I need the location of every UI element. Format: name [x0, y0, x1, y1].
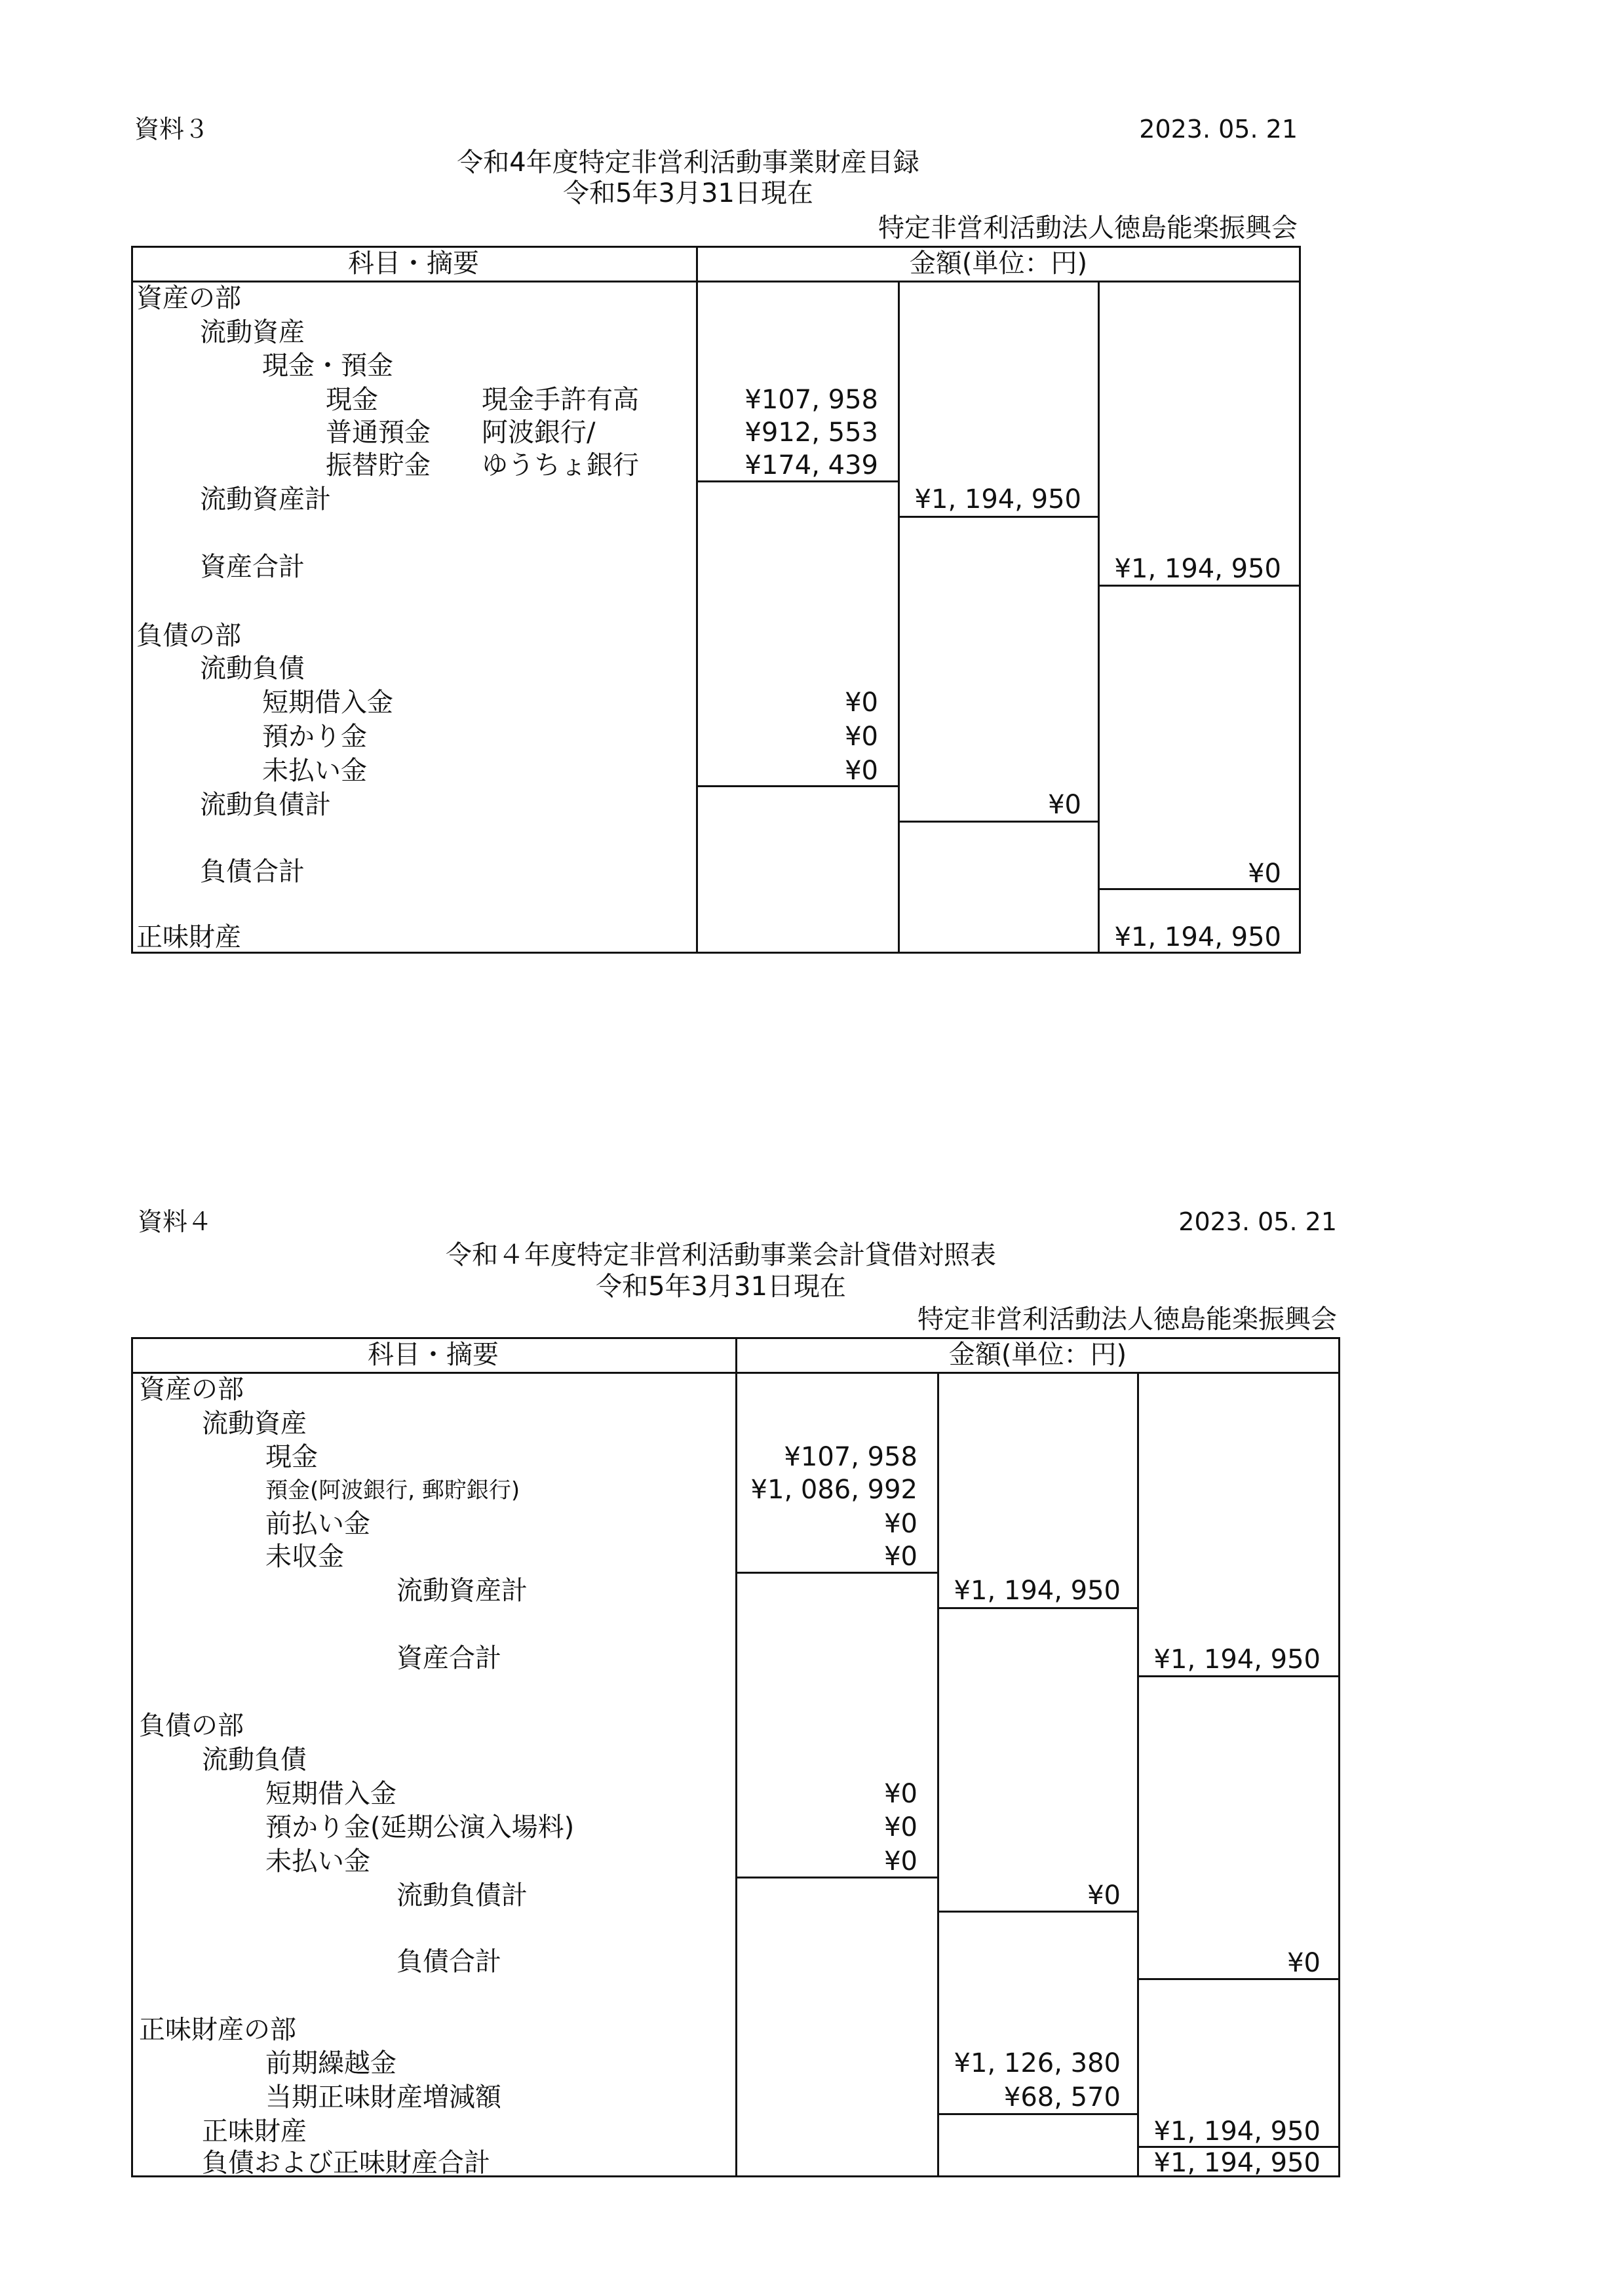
doc3-cash: 現金	[326, 385, 378, 415]
doc4-header-amount: 金額(単位：円)	[948, 1340, 1127, 1370]
doc3-col-divider	[696, 246, 698, 954]
doc3-unpaid-amount: ¥0	[845, 756, 878, 786]
doc4-cash-amount: ¥107, 958	[784, 1442, 917, 1472]
doc3-savings: 普通預金	[326, 418, 431, 448]
doc3-cash-desc: 現金手許有高	[482, 385, 639, 415]
doc3-transfer-amount: ¥174, 439	[744, 450, 878, 480]
doc4-unpaid-amount: ¥0	[884, 1846, 917, 1877]
doc4-receivable: 未収金	[265, 1542, 344, 1572]
doc4-subtotal-rule	[1137, 1978, 1340, 1980]
doc4-deposits-amount: ¥1, 086, 992	[750, 1475, 917, 1505]
doc3-cash-deposits: 現金・預金	[262, 351, 393, 381]
doc4-net-change-amount: ¥68, 570	[1003, 2082, 1121, 2112]
doc4-subtotal-rule	[937, 2113, 1137, 2115]
doc4-deposits: 預金(阿波銀行, 郵貯銀行)	[265, 1477, 520, 1504]
doc3-current-liabilities: 流動負債	[200, 653, 305, 684]
doc3-unpaid: 未払い金	[262, 756, 367, 786]
doc3-label: 資料３	[134, 115, 210, 144]
doc3-assets-total-amount: ¥1, 194, 950	[1114, 554, 1281, 584]
doc3-net-assets: 正味財産	[136, 922, 241, 952]
doc4-unpaid: 未払い金	[265, 1846, 370, 1877]
doc3-liabilities: 負債の部	[136, 621, 241, 651]
doc3-col-divider	[898, 281, 900, 954]
doc3-short-loan: 短期借入金	[262, 688, 393, 718]
doc3-date: 2023. 05. 21	[1139, 115, 1298, 144]
doc3-current-liabilities-total: 流動負債計	[200, 790, 331, 820]
doc4-net-change: 当期正味財産増減額	[265, 2082, 501, 2112]
doc3-cash-amount: ¥107, 958	[744, 385, 878, 415]
doc4-org: 特定非営利活動法人徳島能楽振興会	[917, 1304, 1337, 1334]
doc4-current-assets-total-amount: ¥1, 194, 950	[954, 1576, 1121, 1606]
doc3-liabilities-total-amount: ¥0	[1248, 859, 1281, 889]
doc4-liab-net-total-amount: ¥1, 194, 950	[1153, 2148, 1321, 2178]
doc4-carried-forward: 前期繰越金	[265, 2048, 396, 2078]
doc4-subtotal-rule	[1137, 1675, 1340, 1677]
doc4-current-liabilities-total: 流動負債計	[396, 1880, 528, 1911]
doc3-as-of: 令和5年3月31日現在	[563, 178, 813, 208]
doc3-assets: 資産の部	[136, 283, 241, 313]
doc3-current-assets-total-amount: ¥1, 194, 950	[914, 484, 1081, 515]
doc3-deposits-received: 預かり金	[262, 722, 367, 752]
doc3-col-divider	[1098, 281, 1100, 954]
doc3-deposits-received-amount: ¥0	[845, 722, 878, 752]
doc4-net-assets-section: 正味財産の部	[139, 2015, 296, 2045]
doc4-short-loan-amount: ¥0	[884, 1779, 917, 1809]
doc4-short-loan: 短期借入金	[265, 1779, 396, 1809]
doc4-current-assets-total: 流動資産計	[396, 1576, 528, 1606]
doc4-current-liabilities: 流動負債	[202, 1745, 307, 1775]
doc4-prepaid-amount: ¥0	[884, 1509, 917, 1539]
doc4-liab-net-total: 負債および正味財産合計	[202, 2148, 490, 2178]
doc3-title: 令和4年度特定非営利活動事業財産目録	[457, 147, 919, 178]
doc3-current-assets: 流動資産	[200, 317, 305, 347]
doc4-liabilities-total-amount: ¥0	[1287, 1948, 1321, 1978]
doc3-savings-amount: ¥912, 553	[744, 418, 878, 448]
doc4-current-liabilities-total-amount: ¥0	[1087, 1880, 1121, 1911]
doc3-liabilities-total: 負債合計	[200, 857, 305, 887]
doc3-subtotal-rule	[696, 480, 898, 482]
doc4-date: 2023. 05. 21	[1178, 1207, 1337, 1236]
doc3-transfer-desc: ゆうちょ銀行	[482, 450, 639, 480]
doc3-short-loan-amount: ¥0	[845, 688, 878, 718]
doc3-savings-desc: 阿波銀行/	[482, 418, 596, 448]
doc4-col-divider	[1137, 1372, 1139, 2177]
doc3-org: 特定非営利活動法人徳島能楽振興会	[878, 213, 1298, 243]
doc4-cash: 現金	[265, 1442, 318, 1472]
doc4-title: 令和４年度特定非営利活動事業会計貸借対照表	[446, 1240, 996, 1270]
doc4-liabilities-total: 負債合計	[396, 1947, 501, 1977]
doc4-prepaid: 前払い金	[265, 1509, 370, 1539]
doc4-assets: 資産の部	[139, 1374, 244, 1405]
doc4-subtotal-rule	[937, 1911, 1137, 1913]
doc3-net-assets-amount: ¥1, 194, 950	[1114, 922, 1281, 952]
doc3-current-liabilities-total-amount: ¥0	[1048, 790, 1081, 820]
doc4-subtotal-rule	[937, 1607, 1137, 1609]
doc4-net-assets: 正味財産	[202, 2116, 307, 2147]
doc4-carried-forward-amount: ¥1, 126, 380	[954, 2048, 1121, 2078]
doc4-assets-total: 資産合計	[396, 1643, 501, 1673]
doc3-assets-total: 資産合計	[200, 552, 305, 582]
doc4-net-assets-amount: ¥1, 194, 950	[1153, 2116, 1321, 2147]
doc4-assets-total-amount: ¥1, 194, 950	[1153, 1644, 1321, 1675]
doc4-current-assets: 流動資産	[202, 1409, 307, 1439]
doc3-subtotal-rule	[898, 821, 1098, 823]
doc3-subtotal-rule	[1098, 585, 1301, 587]
doc3-subtotal-rule	[898, 516, 1098, 518]
doc4-header-item: 科目・摘要	[368, 1340, 499, 1370]
doc4-deposits-received-amount: ¥0	[884, 1812, 917, 1842]
doc4-receivable-amount: ¥0	[884, 1542, 917, 1572]
doc4-subtotal-rule	[735, 1572, 937, 1574]
doc4-liabilities: 負債の部	[139, 1711, 244, 1741]
doc3-transfer: 振替貯金	[326, 450, 431, 480]
doc4-deposits-received: 預かり金(延期公演入場料)	[265, 1812, 575, 1842]
doc3-header-rule	[131, 281, 1301, 282]
doc3-header-amount: 金額(単位：円)	[909, 248, 1088, 279]
doc4-label: 資料４	[138, 1207, 213, 1236]
doc4-as-of: 令和5年3月31日現在	[596, 1272, 846, 1302]
doc4-subtotal-rule	[735, 1877, 937, 1878]
doc3-header-item: 科目・摘要	[348, 248, 479, 279]
doc3-current-assets-total: 流動資産計	[200, 484, 331, 515]
